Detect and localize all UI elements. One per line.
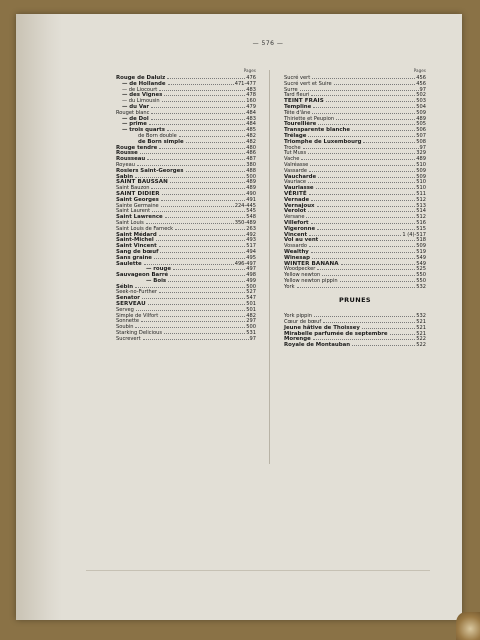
entry-page-number: 501 — [246, 301, 256, 308]
entry-page-number: 485 — [246, 127, 256, 134]
entry-page-number: 525 — [416, 266, 426, 273]
entry-page-number: 494 — [246, 248, 256, 255]
entry-page-number: 500 — [246, 283, 256, 290]
entry-name: de Born simple — [138, 138, 184, 145]
entry-page-number: 489 — [246, 185, 256, 192]
entry-page-number: 512 — [416, 196, 426, 203]
entry-name: Versane — [284, 214, 305, 221]
leader-dots — [352, 344, 415, 346]
leader-dots — [135, 176, 245, 178]
leader-dots — [147, 158, 245, 160]
leader-dots — [317, 268, 415, 270]
entry-name: Tard fleuri — [284, 92, 310, 99]
leader-dots — [309, 245, 415, 247]
leader-dots — [168, 83, 234, 85]
page-corner-damage — [456, 612, 480, 640]
leader-dots — [162, 100, 246, 102]
entry-name: Templine — [284, 103, 312, 110]
entry-page-number: 498 — [246, 272, 256, 279]
entry-page-number: 518 — [416, 237, 426, 244]
entry-page-number: 512 — [416, 214, 426, 221]
entry-name: Rouget blanc — [116, 109, 150, 116]
entry-page-number: 550 — [416, 277, 426, 284]
leader-dots — [140, 152, 246, 154]
leader-dots — [168, 280, 245, 282]
entry-page-number: 97 — [249, 335, 256, 342]
entry-name: Soubin — [116, 324, 134, 331]
entry-name: Seek-no-Further — [116, 289, 157, 296]
entry-page-number: 500 — [246, 173, 256, 180]
entry-name: Verolot — [284, 208, 307, 215]
entry-page-number: 522 — [416, 336, 426, 343]
entry-name: Sang de bœuf — [116, 248, 159, 255]
leader-dots — [141, 320, 245, 322]
entry-page-number: 545 — [246, 208, 256, 215]
leader-dots — [323, 321, 415, 323]
leader-dots — [135, 326, 245, 328]
leader-dots — [352, 129, 415, 131]
entry-name: Trélage — [284, 132, 307, 139]
entry-name: Vossardo — [284, 243, 307, 250]
entry-page-number: 224-445 — [234, 202, 256, 209]
leader-dots — [154, 257, 245, 259]
leader-dots — [362, 327, 415, 329]
entry-page-number: 484 — [246, 109, 256, 116]
entry-page-number: 482 — [246, 138, 256, 145]
leader-dots — [165, 216, 246, 218]
leader-dots — [152, 210, 245, 212]
entry-page-number: 483 — [246, 115, 256, 122]
index-entry — [284, 285, 426, 291]
prunes-heading: PRUNES — [338, 296, 371, 305]
entry-name: Tête d'âne — [284, 109, 311, 116]
entry-page-number: 510 — [416, 185, 426, 192]
entry-name: Morenge — [284, 336, 311, 343]
entry-page-number: 509 — [416, 109, 426, 116]
leader-dots — [170, 274, 245, 276]
leader-dots — [161, 205, 234, 207]
leader-dots — [336, 118, 415, 120]
entry-page-number: 263 — [246, 225, 256, 232]
entry-page-number: 549 — [416, 260, 426, 267]
entry-page-number: 527 — [246, 289, 256, 296]
leader-dots — [308, 210, 415, 212]
leader-dots — [390, 333, 416, 335]
entry-page-number: 509 — [416, 173, 426, 180]
entry-page-number: 97 — [419, 86, 426, 93]
entry-page-number: 478 — [246, 92, 256, 99]
entry-page-number: 521 — [416, 330, 426, 337]
entry-name: Sucré vert — [284, 75, 311, 81]
entry-page-number: 549 — [416, 254, 426, 261]
entry-name: Villefort — [284, 219, 309, 226]
entry-page-number: 500 — [246, 324, 256, 331]
index-entry — [284, 343, 426, 349]
entry-name: Vigeronne — [284, 225, 316, 232]
entry-page-number: 550 — [416, 272, 426, 279]
leader-dots — [167, 129, 245, 131]
leader-dots — [164, 332, 245, 334]
entry-name: Rouge tendre — [116, 144, 158, 151]
entry-page-number: 487 — [246, 156, 256, 163]
entry-page-number: 496-497 — [234, 260, 256, 267]
leader-dots — [311, 251, 415, 253]
entry-name: — de Liocourt — [122, 86, 158, 93]
entry-name: Royeau — [116, 161, 135, 168]
leader-dots — [306, 216, 415, 218]
entry-name: Transparente blanche — [284, 127, 351, 134]
entry-name: Tut Muss — [284, 150, 307, 157]
entry-name: Saint Bauzon — [116, 185, 150, 192]
entry-name: Rousseau — [116, 156, 146, 163]
entry-name: VÉRITÉ — [284, 190, 307, 197]
entry-name: Simple de Vilfort — [116, 312, 159, 319]
entry-name: Saint-Michel — [116, 237, 154, 244]
entry-name: Valréasse — [284, 161, 309, 168]
entry-name: Wealthy — [284, 248, 309, 255]
entry-name: Serveg — [116, 306, 134, 313]
leader-dots — [300, 89, 419, 91]
entry-page-number: 482 — [246, 312, 256, 319]
entry-name: SAINT DIDIER — [116, 190, 160, 197]
entry-page-number: 509 — [416, 243, 426, 250]
entry-name: Tourellière — [284, 121, 317, 128]
entry-page-number: 508 — [416, 138, 426, 145]
entry-page-number: 505 — [416, 121, 426, 128]
entry-page-number: 380 — [246, 161, 256, 168]
entry-page-number: 509 — [416, 167, 426, 174]
entry-name: Sainte Germaine — [116, 202, 159, 209]
entry-page-number: 483 — [246, 86, 256, 93]
entry-page-number: 511 — [416, 190, 426, 197]
entry-page-number: 456 — [416, 80, 426, 87]
leader-dots — [144, 263, 234, 265]
leader-dots — [186, 170, 246, 172]
leader-dots — [151, 112, 245, 114]
leader-dots — [320, 239, 415, 241]
entry-name: Royale de Montauban — [284, 342, 351, 349]
entry-name: — de Dol — [122, 115, 149, 122]
entry-page-number: 486 — [246, 150, 256, 157]
entry-page-number: 479 — [246, 103, 256, 110]
leader-dots — [317, 205, 416, 207]
leader-dots — [170, 181, 245, 183]
entry-page-number: 480 — [246, 144, 256, 151]
leader-dots — [318, 176, 415, 178]
leader-dots — [310, 164, 415, 166]
entry-page-number: 513 — [416, 202, 426, 209]
entry-page-number: 497 — [246, 266, 256, 273]
entry-page-number: 484 — [246, 121, 256, 128]
entry-page-number: 488 — [246, 167, 256, 174]
leader-dots — [312, 112, 415, 114]
leader-dots — [151, 187, 245, 189]
entry-name: WINTER BANANA — [284, 260, 339, 267]
leader-dots — [308, 181, 415, 183]
entry-page-number: 350-489 — [234, 219, 256, 226]
entry-name: Yellow newton — [284, 272, 321, 279]
entry-name: — prime — [122, 121, 147, 128]
entry-name: Sonnette — [116, 318, 140, 325]
page-fold-shadow — [16, 14, 62, 620]
entry-page-number: 531 — [246, 330, 256, 337]
leader-dots — [301, 158, 415, 160]
leader-dots — [136, 309, 245, 311]
leader-dots — [309, 193, 415, 195]
right-entry-list — [284, 76, 426, 290]
entry-page-number: 489 — [416, 115, 426, 122]
column-divider — [269, 70, 270, 464]
index-column-right — [284, 68, 426, 349]
entry-name: Saint Laurent — [116, 208, 151, 215]
leader-dots — [179, 135, 245, 137]
leader-dots — [341, 263, 416, 265]
entry-name: York — [284, 283, 295, 290]
leader-dots — [143, 338, 249, 340]
entry-name: Mirabelle parfumée de septembre — [284, 330, 388, 337]
leader-dots — [308, 152, 415, 154]
entry-page-number: 495 — [246, 254, 256, 261]
leader-dots — [159, 291, 245, 293]
leader-dots — [148, 303, 246, 305]
entry-name: SERVEAU — [116, 301, 146, 308]
leader-dots — [312, 257, 415, 259]
leader-dots — [162, 193, 246, 195]
entry-page-number: 506 — [416, 127, 426, 134]
entry-name: Surre — [284, 86, 298, 93]
entry-name: Triomphe de Luxembourg — [284, 138, 362, 145]
leader-dots — [322, 274, 415, 276]
entry-name: Saint Louis — [116, 219, 144, 226]
entry-page-number: 502 — [416, 92, 426, 99]
leader-dots — [297, 286, 416, 288]
leader-dots — [314, 315, 415, 317]
leader-dots — [159, 234, 246, 236]
entry-name: — rouge — [146, 266, 171, 273]
entry-page-number: 532 — [416, 313, 426, 320]
leader-dots — [137, 164, 245, 166]
entry-name: Vache — [284, 156, 300, 163]
leader-dots — [317, 228, 415, 230]
leader-dots — [175, 228, 245, 230]
entry-name: Saulette — [116, 260, 142, 267]
leader-dots — [156, 239, 245, 241]
entry-page-number: 507 — [416, 132, 426, 139]
entry-name: Sauvageon Barré — [116, 272, 169, 279]
entry-page-number: 501 — [246, 306, 256, 313]
entry-page-number: 517 — [246, 243, 256, 250]
entry-page-number: 490 — [246, 190, 256, 197]
entry-name: Sabin — [116, 173, 134, 180]
entry-page-number: 510 — [416, 161, 426, 168]
page-number: — 576 — — [252, 40, 284, 47]
entry-name: Vernajoux — [284, 202, 315, 209]
entry-page-number: 522 — [416, 342, 426, 349]
entry-name: Saint Médard — [116, 231, 157, 238]
leader-dots — [311, 94, 415, 96]
leader-dots — [334, 83, 416, 85]
entry-page-number: 515 — [416, 225, 426, 232]
entry-name: Senator — [116, 295, 140, 302]
entry-page-number: 97 — [419, 144, 426, 151]
entry-name: Woodpecker — [284, 266, 316, 273]
entry-name: Yellow newton pippin — [284, 277, 338, 284]
leader-dots — [142, 297, 245, 299]
leader-dots — [173, 268, 245, 270]
entry-name: Starking Delicious — [116, 330, 162, 337]
entry-name: Saint Georges — [116, 196, 159, 203]
index-entry — [116, 337, 256, 343]
entry-name: — du Limousin — [122, 98, 160, 105]
entry-name: Sucré vert et Suire — [284, 80, 332, 87]
leader-dots — [186, 141, 246, 143]
entry-page-number: 297 — [246, 318, 256, 325]
entry-name: Sébin — [116, 283, 134, 290]
leader-dots — [340, 280, 416, 282]
entry-name: Sans graine — [116, 254, 152, 261]
entry-page-number: 492 — [246, 231, 256, 238]
leader-dots — [363, 141, 415, 143]
entry-name: Rouge de Daluiz — [116, 75, 166, 81]
leader-dots — [167, 77, 245, 79]
entry-name: de Born double — [138, 132, 177, 139]
leader-dots — [161, 199, 245, 201]
entry-name: Saint Vincent — [116, 243, 157, 250]
leader-dots — [164, 94, 245, 96]
entry-page-number: 503 — [416, 98, 426, 105]
pages-column-header: Pages — [243, 68, 256, 73]
entry-name: Sucrevert — [116, 335, 141, 342]
entry-name: — du Var — [122, 103, 150, 110]
entry-page-number: 516 — [416, 219, 426, 226]
entry-page-number: 476 — [246, 75, 256, 81]
entry-name: Saint Lawrence — [116, 214, 163, 221]
leader-dots — [318, 123, 415, 125]
leader-dots — [311, 199, 415, 201]
entry-name: Vol au vent — [284, 237, 319, 244]
entry-name: — Bois — [146, 277, 167, 284]
entry-name: Winesap — [284, 254, 310, 261]
entry-name: — trois quarts — [122, 127, 165, 134]
entry-page-number: 493 — [246, 237, 256, 244]
leader-dots — [135, 286, 245, 288]
leader-dots — [149, 123, 245, 125]
entry-page-number: 548 — [246, 214, 256, 221]
leader-dots — [160, 251, 245, 253]
entry-name: Rousse — [116, 150, 138, 157]
prunes-entry-list — [284, 314, 426, 349]
entry-page-number: 489 — [246, 179, 256, 186]
entry-page-number: 547 — [246, 295, 256, 302]
entry-page-number: 514 — [416, 208, 426, 215]
leader-dots — [308, 135, 415, 137]
entry-name: York pippin — [284, 313, 312, 320]
pages-column-header: Pages — [413, 68, 426, 73]
leader-dots — [313, 338, 416, 340]
entry-name: Vauriace — [284, 179, 307, 186]
entry-page-number: 329 — [416, 150, 426, 157]
entry-page-number: 519 — [416, 248, 426, 255]
entry-page-number: 160 — [246, 98, 256, 105]
entry-page-number: 504 — [416, 103, 426, 110]
entry-page-number: 491 — [246, 196, 256, 203]
entry-page-number: 482 — [246, 132, 256, 139]
entry-page-number: 456 — [416, 75, 426, 81]
book-page — [16, 14, 462, 620]
entry-name: Cœur de bœuf — [284, 319, 322, 326]
entry-name: TEINT FRAIS — [284, 98, 324, 105]
leader-dots — [313, 106, 415, 108]
left-entry-list — [116, 76, 256, 343]
entry-name: Jeune hâtive de Thoissey — [284, 324, 360, 331]
leader-dots — [159, 147, 245, 149]
leader-dots — [151, 118, 246, 120]
entry-name: Vassarde — [284, 167, 308, 174]
entry-page-number: 532 — [416, 283, 426, 290]
leader-dots — [146, 222, 234, 224]
leader-dots — [151, 106, 245, 108]
entry-page-number: 499 — [246, 277, 256, 284]
entry-name: Vernade — [284, 196, 310, 203]
entry-name: Vauriasse — [284, 185, 314, 192]
leader-dots — [159, 245, 246, 247]
entry-page-number: 521 — [416, 324, 426, 331]
entry-name: Saint Louis de Farneck — [116, 225, 174, 232]
index-column-left — [116, 68, 256, 343]
entry-name: Vaucharde — [284, 173, 317, 180]
leader-dots — [309, 234, 401, 236]
entry-name: Vincent — [284, 231, 308, 238]
entry-name: Troche — [284, 144, 301, 151]
leader-dots — [326, 100, 415, 102]
leader-dots — [309, 170, 415, 172]
entry-page-number: 521 — [416, 319, 426, 326]
leader-dots — [312, 77, 415, 79]
entry-page-number: 489 — [416, 156, 426, 163]
leader-dots — [316, 187, 416, 189]
leader-dots — [160, 315, 245, 317]
leader-dots — [159, 89, 245, 91]
entry-page-number: 471-477 — [234, 80, 256, 87]
entry-name: — des Vignes — [122, 92, 163, 99]
leader-dots — [311, 222, 416, 224]
entry-page-number: 1 (4)-517 — [402, 231, 426, 238]
entry-name: Thiriette et Peupion — [284, 115, 335, 122]
entry-name: — de Hollande — [122, 80, 166, 87]
entry-page-number: 510 — [416, 179, 426, 186]
leader-dots — [303, 147, 419, 149]
entry-name: SAINT BAUSSAN — [116, 179, 168, 186]
bottom-rule — [86, 570, 430, 571]
entry-name: Rosiers Saint-Georges — [116, 167, 184, 174]
